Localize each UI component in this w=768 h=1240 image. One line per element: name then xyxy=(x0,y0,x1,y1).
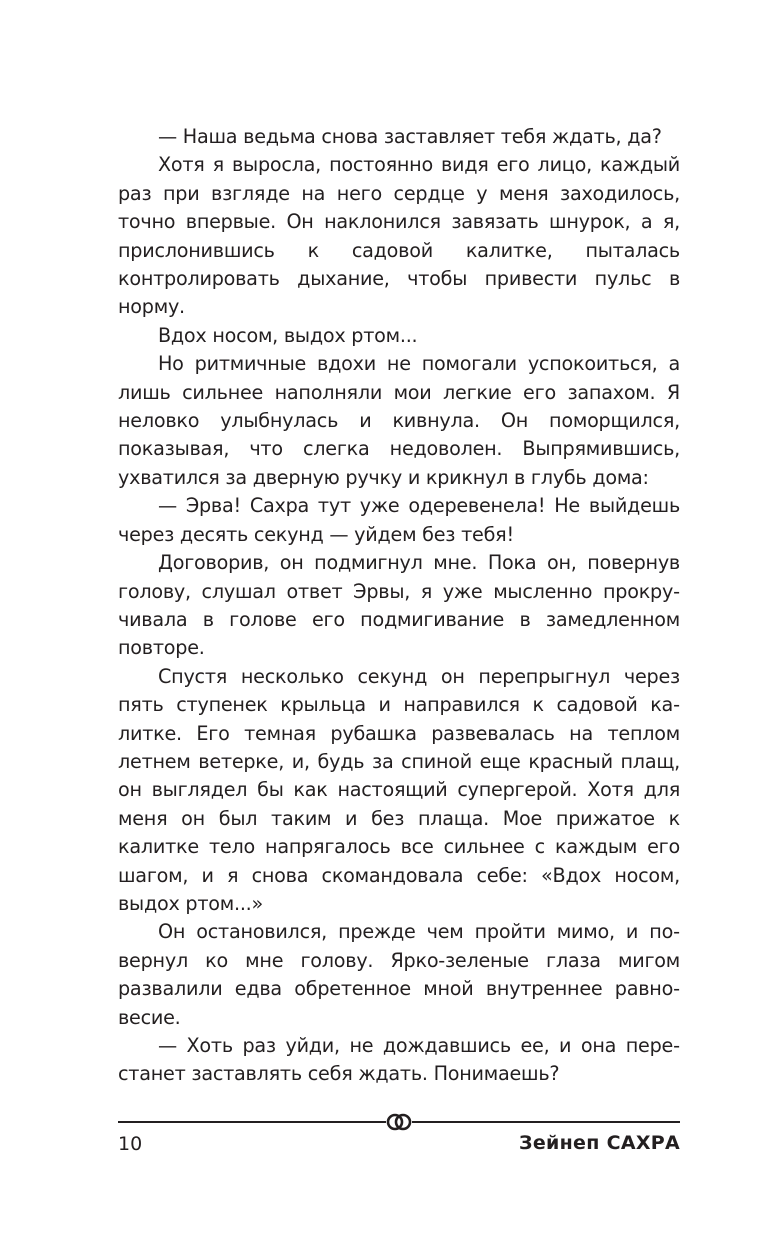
paragraph: — Наша ведьма снова заставляет тебя ждать, да? xyxy=(158,125,662,148)
paragraph: Вдох носом, выдох ртом... xyxy=(158,323,418,347)
interlocking-rings-icon xyxy=(384,1110,414,1134)
paragraph: Спустя несколько секунд он перепрыгнул через пять ступенек крыльца и направился к садовой калитке. Его темная рубашка развевалась на теплом летнем ветерке, и, будь за спиной еще красный плащ, он выглядел бы как настоящий супергерой. Хотя для меня он был таким и без плаща. Мое прижатое к калитке тело напрягалось все сильнее с каждым его шагом, и я снова скомандовала себе: «Вдох носом, выдох ртом...» xyxy=(118,664,680,915)
page-number: 10 xyxy=(118,1133,143,1155)
paragraph: Но ритмичные вдохи не помогали успокоиться, а лишь сильнее наполняли мои легкие его запахом. Я неловко улыбнулась и кивнула. Он поморщился, показывая, что слегка недоволен. Выпрямившись, ухватился за дверную ручку и крикнул в глубь дома: xyxy=(118,352,680,489)
paragraph: — Хоть раз уйди, не дождавшись ее, и она перестанет заставлять себя ждать. Понимаешь? xyxy=(118,1034,680,1086)
body-text xyxy=(118,123,680,1089)
paragraph: — Эрва! Сахра тут уже одеревенела! Не выйдешь через десять секунд — уйдем без тебя! xyxy=(118,494,680,546)
paragraph: Хотя я выросла, постоянно видя его лицо, каждый раз при взгляде на него сердце у меня заходилось, точно впервые. Он наклонился завязать шнурок, а я, прислонившись к садовой калитке, пыталась контролировать дыхание, чтобы привести пульс в норму. xyxy=(118,153,680,319)
running-footer-author: Зейнеп САХРА xyxy=(519,1132,680,1154)
paragraph: Договорив, он подмигнул мне. Пока он, повернув голову, слушал ответ Эрвы, я уже мысленно прокручивала в голове его подмигивание в замедленном повторе. xyxy=(118,551,680,660)
paragraph: Он остановился, прежде чем пройти мимо, и повернул ко мне голову. Ярко-зеленые глаза мигом развалили едва обретенное мной внутреннее равновесие. xyxy=(118,920,680,1029)
